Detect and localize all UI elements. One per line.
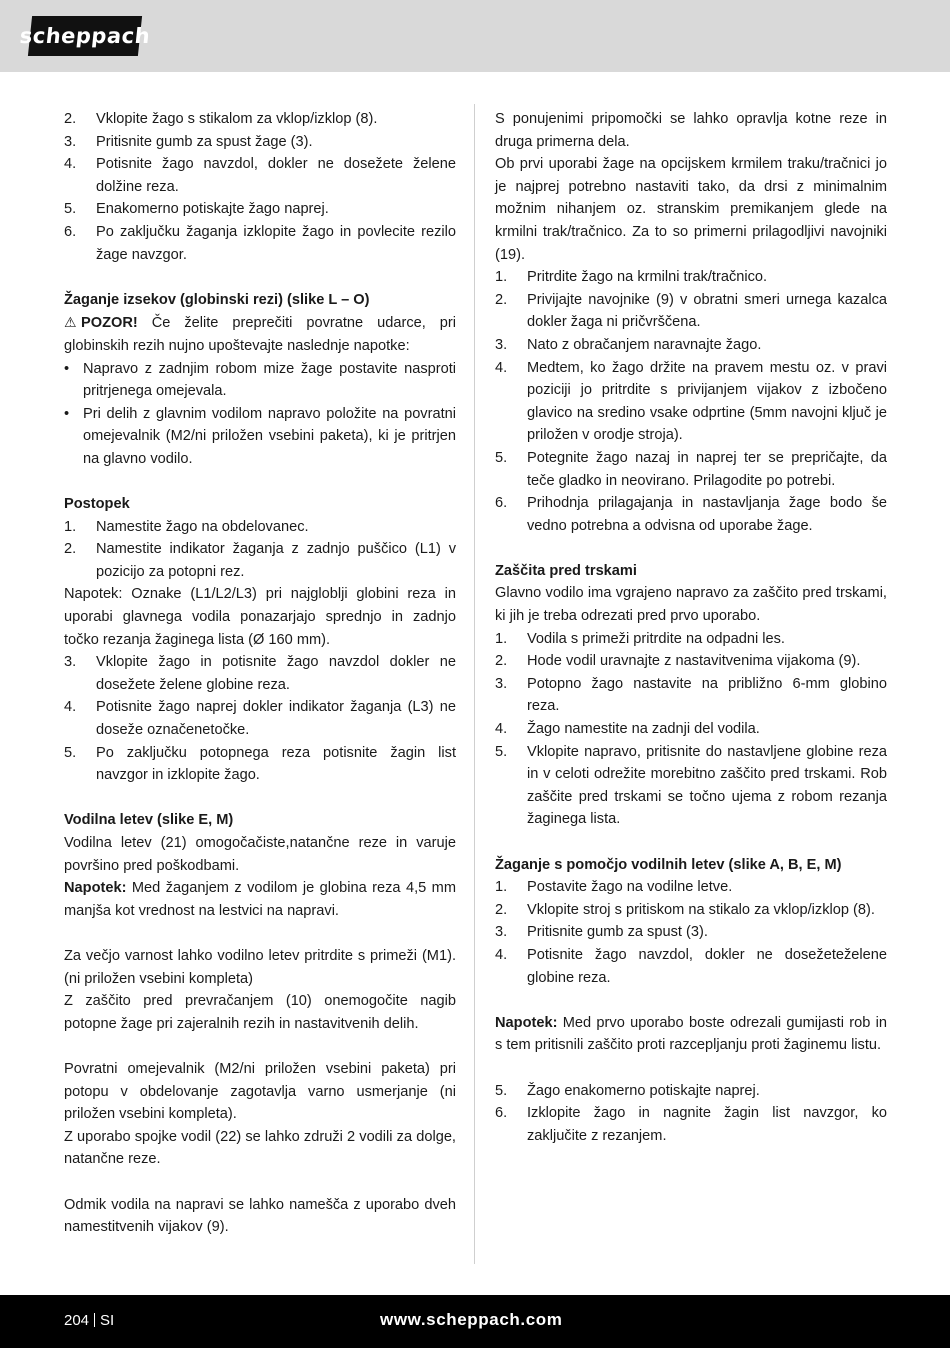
list-item: 4. Potisnite žago navzdol, dokler ne dosežete želene dolžine reza. [64, 156, 456, 195]
splinter-guard-intro: Glavno vodilo ima vgrajeno napravo za zaščito pred trskami, ki jih je treba odrezati pred prvo uporabo. [495, 585, 887, 625]
connector-text: Z uporabo spojke vodil (22) se lahko združi 2 vodili za dolge, natančne reze. [64, 1128, 456, 1168]
list-item: 3. Potopno žago nastavite na približno 6-mm globino reza. [495, 675, 887, 715]
scheppach-logo: scheppach [28, 16, 142, 56]
language-code: SI [100, 1312, 115, 1329]
list-item: 2. Vklopite žago s stikalom za vklop/izklop (8). [64, 111, 378, 127]
list-item: 6. Izklopite žago in nagnite žagin list navzgor, ko zaključite z rezanjem. [495, 1105, 887, 1144]
guide-rail-sawing-steps-list-continued [495, 1080, 887, 1148]
page-number: 204 SI [64, 1312, 115, 1329]
list-item: 4. Medtem, ko žago držite na pravem mestu oz. v pravi poziciji jo pritrdite s privijanjem vijakov z izbočeno glavico na sredino vsake odprtine (5mm navojni ključ je priložen v orodje stroja). [495, 359, 887, 444]
right-column [495, 108, 887, 1147]
list-item: 5. Žago enakomerno potiskajte naprej. [495, 1082, 760, 1099]
guide-rail-text: Vodilna letev (21) omogočačiste,natančne reze in varuje površino pred poškodbami. [64, 835, 456, 874]
clamp-text: Za večjo varnost lahko vodilno letev pritrdite s primeži (M1). (ni priložen vsebini kompleta) [64, 947, 456, 987]
list-item: 2. Namestite indikator žaganja z zadnjo puščico (L1) v pozicijo za potopni rez. [64, 541, 456, 580]
adjust-screws-text: Odmik vodila na napravi se lahko namešča z uporabo dveh namestitvenih vijakov (9). [64, 1196, 456, 1236]
warning-label: POZOR! [81, 315, 138, 332]
rail-setup-steps-list [495, 266, 887, 537]
rail-setup-paragraph: Ob prvi uporabi žage na opcijskem krmilem traku/tračnici jo je najprej potrebno nastaviti tako, da drsi z minimalnim možnim nihanjem oz. stranskim premikanjem glede na krmilni trak/tračnico. Za to so primerni prilagodljivi navojniki (19). [495, 156, 887, 263]
list-item: 4. Žago namestite na zadnji del vodila. [495, 721, 760, 738]
warning-bullets [64, 358, 456, 471]
list-item: 5. Po zaključku potopnega reza potisnite žagin list navzgor in izklopite žago. [64, 744, 456, 784]
list-item: 5. Enakomerno potiskajte žago naprej. [64, 201, 329, 218]
page-footer [0, 1295, 950, 1348]
list-item: 2. Hode vodil uravnajte z nastavitvenima vijakoma (9). [495, 653, 861, 670]
list-item: 3. Vklopite žago in potisnite žago navzdol dokler ne dosežete želene globine reza. [64, 654, 456, 693]
list-item: 6. Prihodnja prilagajanja in nastavljanja žage bodo še vedno potrebna a odvisna od uporabe žage. [495, 495, 887, 534]
warning-paragraph: ⚠ POZOR! Če želite preprečiti povratne udarce, pri globinskih rezih nujno upoštevajte naslednje napotke: [64, 311, 456, 357]
intro-paragraph: S ponujenimi pripomočki se lahko opravlja kotne reze in druga primerna dela. [495, 111, 887, 150]
list-item: 2. Privijajte navojnike (9) v obratni smeri urnega kazalca dokler žaga ni pričvrščena. [495, 291, 887, 331]
procedure-steps-list [64, 516, 456, 584]
list-item: 4. Potisnite žago navzdol, dokler ne dosežeteželene globine reza. [495, 946, 887, 986]
warning-icon: ⚠ [64, 314, 77, 331]
procedure-heading: Postopek [64, 496, 130, 513]
list-item: 6. Po zaključku žaganja izklopite žago in povlecite rezilo žage navzgor. [64, 223, 456, 263]
list-item: 1. Vodila s primeži pritrdite na odpadni les. [495, 630, 785, 647]
saw-steps-list [64, 108, 456, 266]
procedure-steps-list-continued [64, 651, 456, 787]
list-item: 1. Postavite žago na vodilne letve. [495, 879, 733, 896]
page-header [0, 0, 950, 72]
guide-rail-heading: Vodilna letev (slike E, M) [64, 812, 234, 829]
marking-note: Napotek: Oznake (L1/L2/L3) pri najgloblji globini reza in uporabi glavnega vodila ponazarjajo sprednjo in zadnjo točko rezanja žaginega lista (Ø 160 mm). [64, 586, 456, 648]
list-item: 2. Vklopite stroj s pritiskom na stikalo za vklop/izklop (8). [495, 901, 875, 918]
list-item: 3. Pritisnite gumb za spust žage (3). [64, 133, 313, 150]
list-item: 1. Namestite žago na obdelovanec. [64, 518, 309, 535]
backstop-text: Povratni omejevalnik (M2/ni priložen vsebini paketa) pri potopu v obdelovanje zagotavlja varno usmerjanje (ni priložen vsebini kompleta). [64, 1060, 456, 1123]
list-item: • Pri delih z glavnim vodilom napravo položite na povratni omejevalnik (M2/ni priložen vsebini paketa), ki je pritrjen na glavno vodilo. [64, 405, 456, 467]
splinter-guard-heading: Zaščita pred trskami [495, 562, 637, 579]
left-column [64, 108, 456, 1239]
list-item: 4. Potisnite žago naprej dokler indikator žaganja (L3) ne doseže označenetočke. [64, 699, 456, 739]
list-item: • Napravo z zadnjim robom mize žage postavite nasproti pritrjenega omejevala. [64, 360, 456, 400]
splinter-guard-steps-list [495, 628, 887, 831]
list-item: 3. Pritisnite gumb za spust (3). [495, 924, 708, 941]
tilt-protection-text: Z zaščito pred prevračanjem (10) onemogočite nagib potopne žage pri zajeralnih rezih in nastavitvenih delih. [64, 993, 456, 1032]
list-item: 1. Pritrdite žago na krmilni trak/tračnico. [495, 269, 768, 286]
list-item: 3. Nato z obračanjem naravnajte žago. [495, 336, 762, 353]
guide-rail-sawing-steps-list [495, 876, 887, 989]
plunge-cut-heading: Žaganje izsekov (globinski rezi) (slike L – O) [64, 291, 370, 308]
guide-rail-sawing-heading: Žaganje s pomočjo vodilnih letev (slike A, B, E, M) [495, 856, 842, 873]
guide-rail-note: Napotek: Med žaganjem z vodilom je globina reza 4,5 mm manjša kot vrednost na lestvici na napravi. [64, 880, 456, 919]
column-divider [474, 104, 475, 1264]
list-item: 5. Potegnite žago nazaj in naprej ter se prepričajte, da teče gladko in neovirano. Prilagodite po potrebi. [495, 449, 887, 489]
website-link[interactable]: www.scheppach.com [380, 1310, 563, 1329]
first-use-note: Napotek: Med prvo uporabo boste odrezali gumijasti rob in s tem pritisnili zaščito proti razcepljanju proti žaginemu listu. [495, 1014, 887, 1054]
list-item: 5. Vklopite napravo, pritisnite do nastavljene globine reza in v celoti odrežite morebitno zaščito pred trskami. Rob zaščite pred trskami se točno ujema z robom rezanja žaginega lista. [495, 743, 887, 828]
